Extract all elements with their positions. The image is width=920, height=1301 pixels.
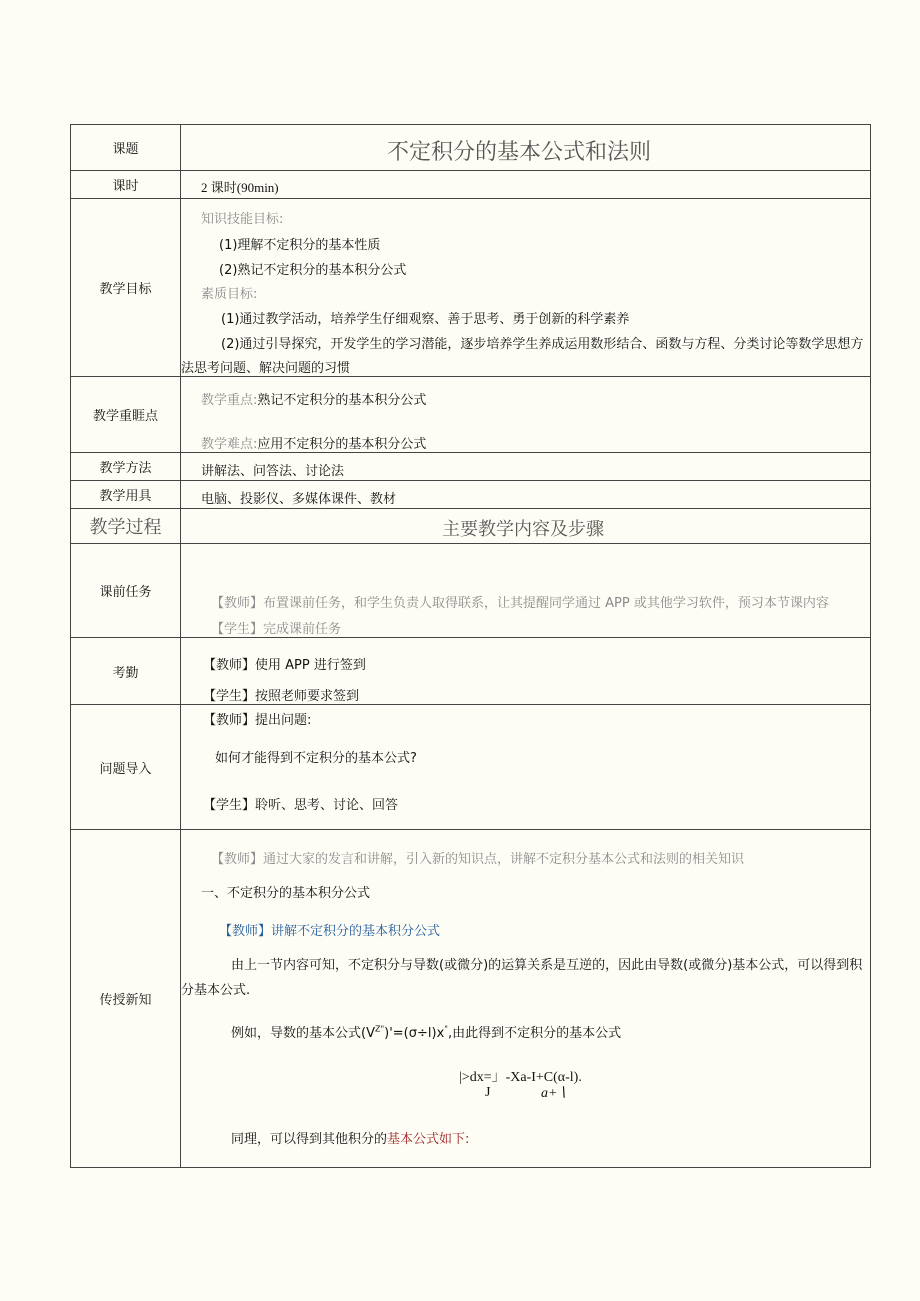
hours-value: 2 课时(90min) <box>201 180 279 195</box>
methods-cell <box>181 453 870 480</box>
process-header-label: 教学过程 <box>71 509 181 543</box>
title-cell <box>181 125 870 170</box>
focus-tag: 教学重点: <box>201 393 258 408</box>
quality-item-1: (1)通过教学活动，培养学生仔细观察、善于思考、勇于创新的科学素养 <box>221 312 630 327</box>
title-row <box>71 125 870 171</box>
attendance-row <box>71 638 870 705</box>
similar-highlight: 基本公式如下: <box>387 1132 470 1147</box>
title-label: 课题 <box>71 125 181 170</box>
key-points-label: 教学重睚点 <box>71 377 181 452</box>
hours-label: 课时 <box>71 171 181 198</box>
intro-teacher: 【教师】提出问题: <box>203 713 312 728</box>
example-tail: ,由此得到不定积分的基本公式 <box>447 1026 622 1041</box>
power-rule-formula-bottom-right: a+∖ <box>541 1086 567 1101</box>
section-heading-1: 一、不定积分的基本积分公式 <box>201 886 371 901</box>
skill-item-1: (1)理解不定积分的基本性质 <box>219 238 381 253</box>
lesson-plan-table <box>70 124 871 1168</box>
example-sup2: " <box>444 1024 448 1034</box>
intro-student: 【学生】聆听、思考、讨论、回答 <box>203 798 399 813</box>
pre-task-label: 课前任务 <box>71 544 181 637</box>
pre-task-teacher: 【教师】布置课前任务，和学生负责人取得联系，让其提醒同学通过 APP 或其他学习软件，预习本节课内容 <box>211 596 829 611</box>
methods-value: 讲解法、问答法、讨论法 <box>201 464 345 479</box>
para1-line1: 由上一节内容可知，不定积分与导数(或微分)的运算关系是互逆的，因此由导数(或微分)基本公式，可以得到积 <box>231 958 863 973</box>
objectives-cell <box>181 199 870 376</box>
example-line <box>231 1022 621 1041</box>
example-mid: )'=(σ÷l)x <box>384 1026 445 1041</box>
power-rule-formula-bottom-left: J <box>485 1085 491 1100</box>
difficulty-text: 应用不定积分的基本积分公式 <box>257 437 427 452</box>
teacher-explain-tag: 【教师】讲解不定积分的基本积分公式 <box>219 924 441 939</box>
methods-row <box>71 453 870 481</box>
quality-item-2-line2: 法思考问题、解决问题的习惯 <box>181 361 351 376</box>
similar-formulas-line <box>231 1128 469 1147</box>
focus-text: 熟记不定积分的基本积分公式 <box>257 393 427 408</box>
tools-cell <box>181 481 870 508</box>
key-points-row <box>71 377 870 453</box>
power-rule-formula-top: |>dx=」-Xa-I+C(α-l). <box>459 1070 582 1085</box>
key-points-cell <box>181 377 870 452</box>
quality-item-2-line1: (2)通过引导探究，开发学生的学习潜能，逐步培养学生养成运用数形结合、函数与方程、分类讨论等数学思想方 <box>221 337 864 352</box>
quality-heading: 素质目标: <box>201 287 258 302</box>
objectives-row <box>71 199 870 377</box>
para1-line2: 分基本公式. <box>181 983 251 998</box>
attendance-cell <box>181 638 870 704</box>
new-knowledge-label: 传授新知 <box>71 830 181 1167</box>
new-knowledge-cell <box>181 830 870 1167</box>
pre-task-cell <box>181 544 870 637</box>
difficulty-line <box>201 433 426 452</box>
attendance-teacher: 【教师】使用 APP 进行签到 <box>203 658 366 673</box>
difficulty-tag: 教学难点: <box>201 437 258 452</box>
intro-label: 问题导入 <box>71 705 181 829</box>
new-knowledge-row <box>71 830 870 1167</box>
example-text: 例如，导数的基本公式(V <box>231 1026 375 1041</box>
process-header-cell <box>181 509 870 543</box>
process-header-value: 主要教学内容及步骤 <box>442 519 604 540</box>
attendance-label: 考勤 <box>71 638 181 704</box>
new-knowledge-teacher-intro: 【教师】通过大家的发言和讲解，引入新的知识点，讲解不定积分基本公式和法则的相关知识 <box>211 852 745 867</box>
skill-item-2: (2)熟记不定积分的基本积分公式 <box>219 263 407 278</box>
hours-row <box>71 171 870 199</box>
intro-cell <box>181 705 870 829</box>
similar-prefix: 同理，可以得到其他积分的 <box>231 1132 388 1147</box>
tools-label: 教学用具 <box>71 481 181 508</box>
skills-heading: 知识技能目标: <box>201 212 284 227</box>
tools-row <box>71 481 870 509</box>
objectives-label: 教学目标 <box>71 199 181 376</box>
intro-row <box>71 705 870 830</box>
focus-line <box>201 389 426 408</box>
hours-cell <box>181 171 870 198</box>
pre-task-student: 【学生】完成课前任务 <box>211 622 342 637</box>
attendance-student: 【学生】按照老师要求签到 <box>203 689 360 704</box>
intro-question: 如何才能得到不定积分的基本公式? <box>215 751 417 766</box>
lesson-title: 不定积分的基本公式和法则 <box>387 140 652 165</box>
tools-value: 电脑、投影仪、多媒体课件、教材 <box>201 492 397 507</box>
process-header-row <box>71 509 870 544</box>
methods-label: 教学方法 <box>71 453 181 480</box>
example-sup: Z" <box>374 1024 385 1034</box>
pre-task-row <box>71 544 870 638</box>
